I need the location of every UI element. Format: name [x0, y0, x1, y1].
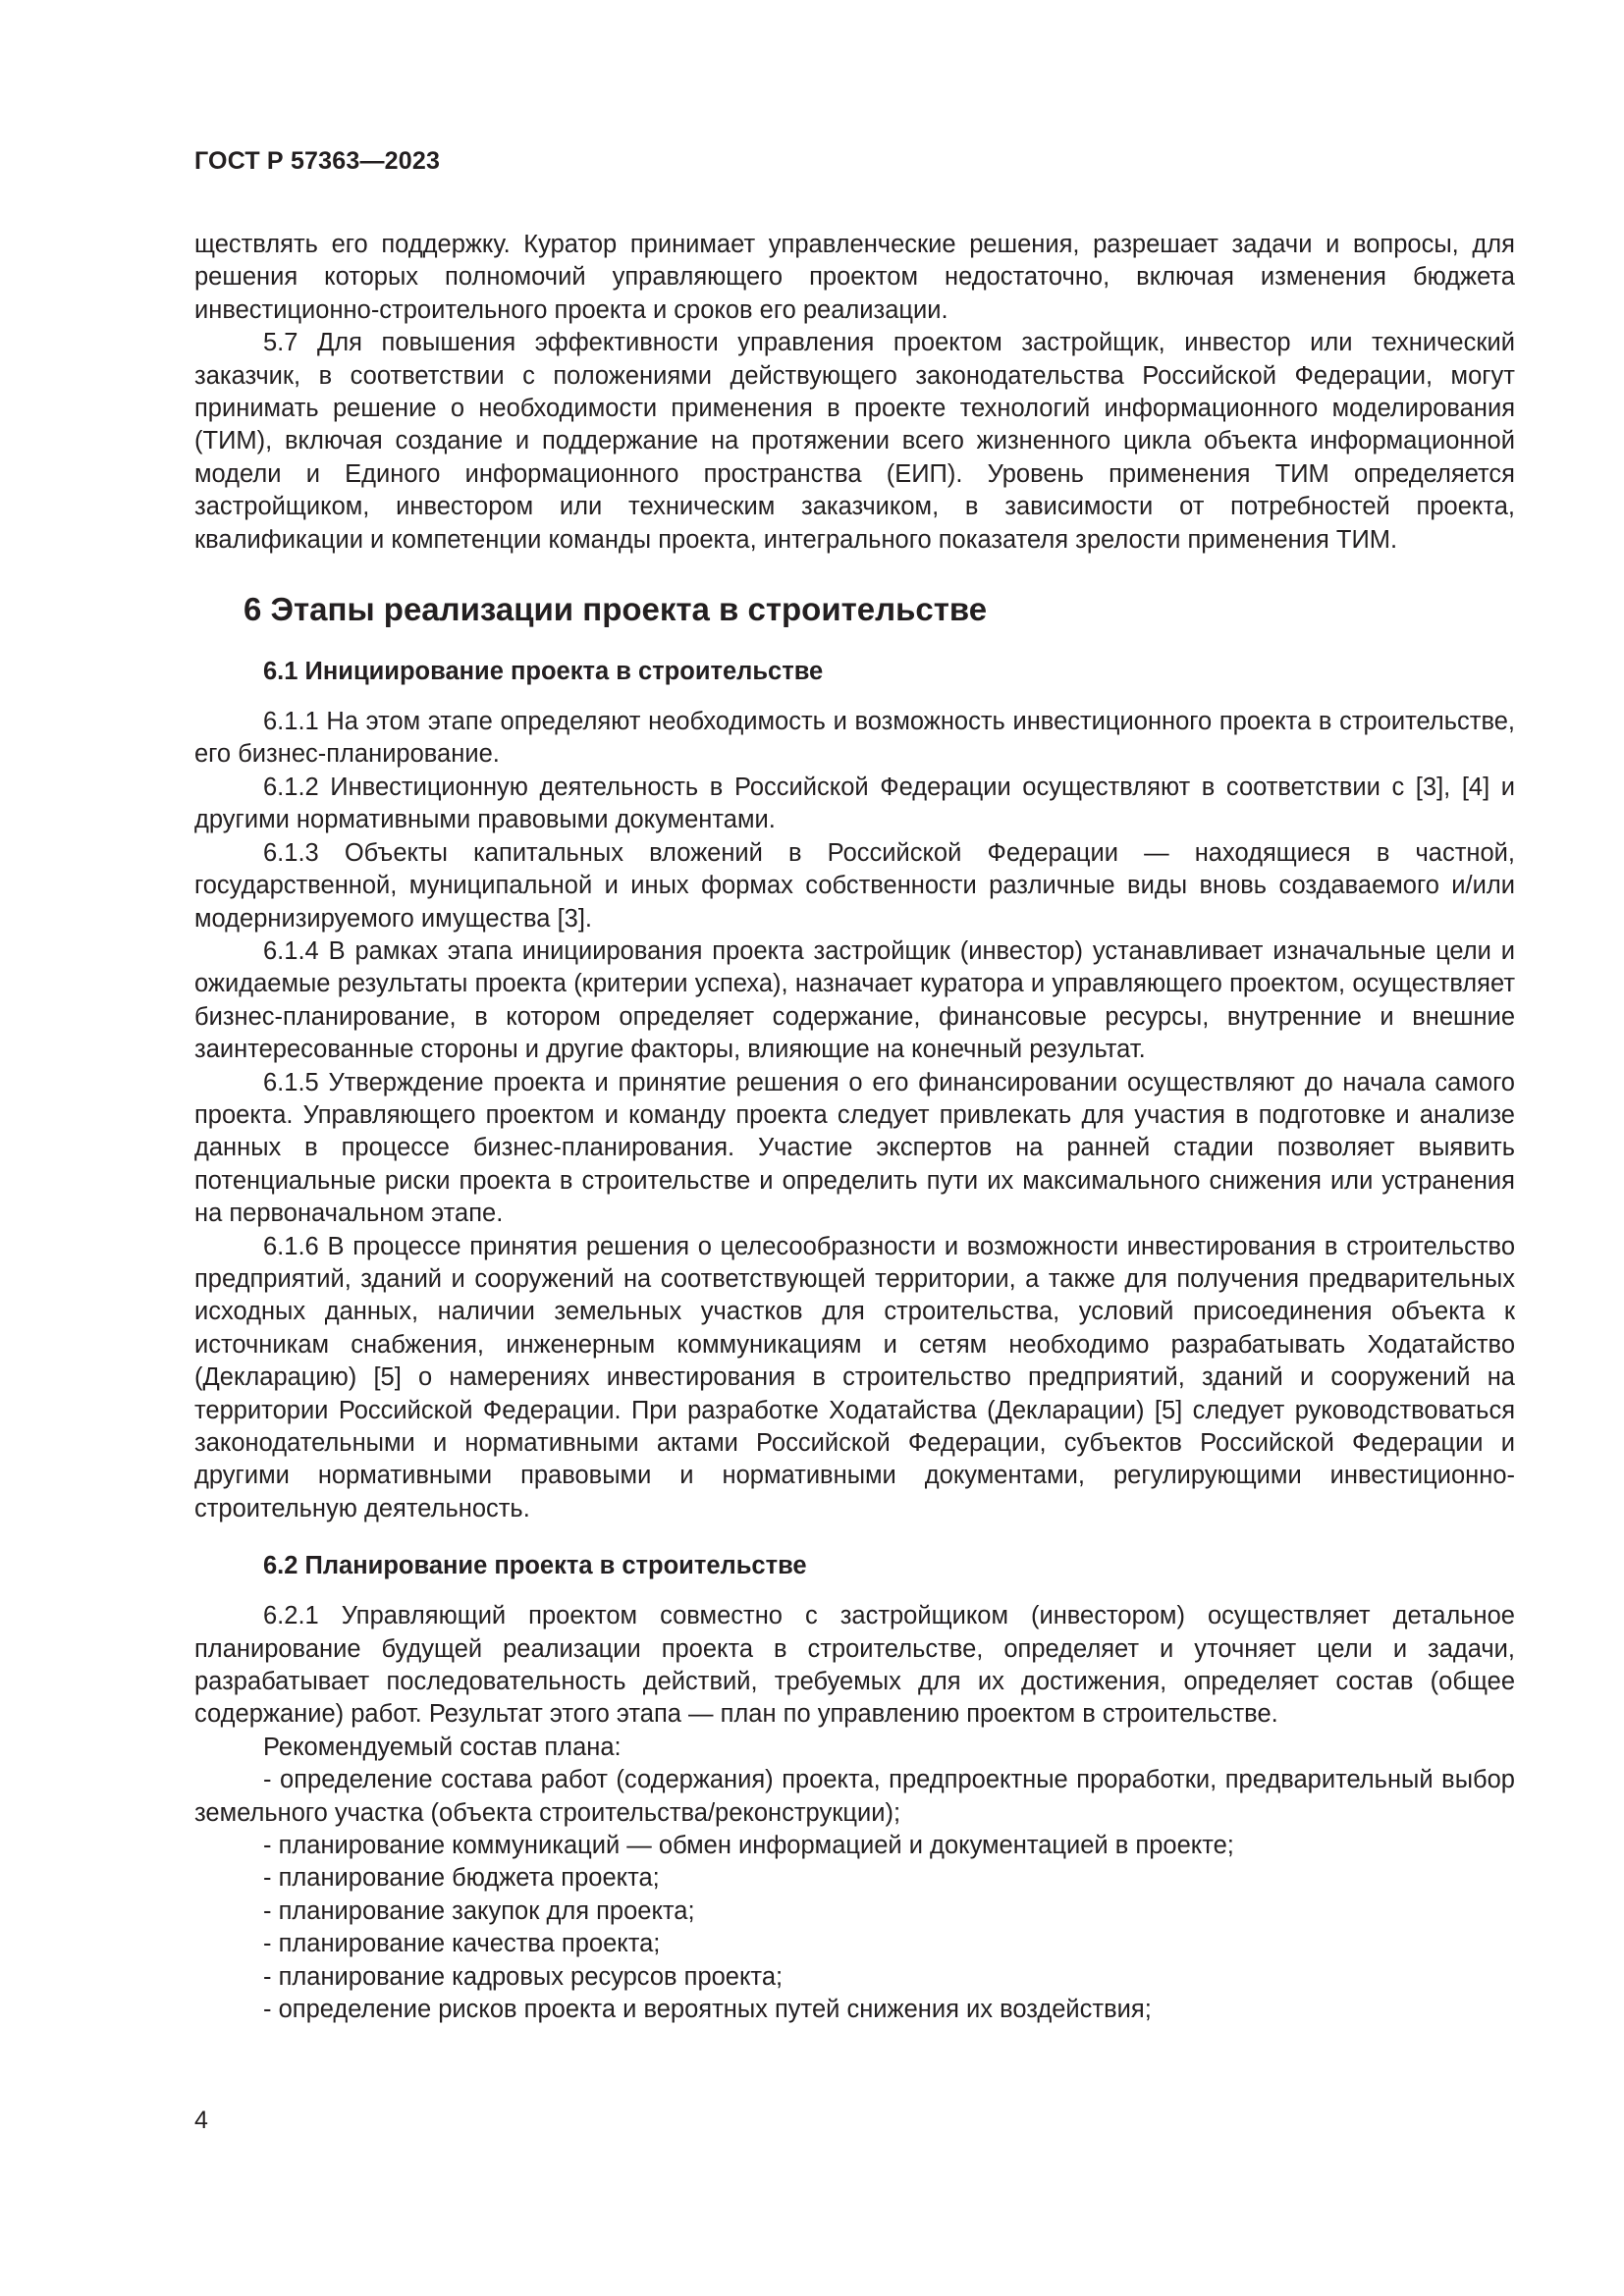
list-item: - определение состава работ (содержания) проекта, предпроектные проработки, предварительный выбор земельного участка (объекта строительства/реконструкции);: [194, 1766, 1515, 1827]
page-number: 4: [194, 2107, 208, 2134]
list-item: - планирование бюджета проекта;: [263, 1864, 660, 1893]
section-6-2-heading: 6.2 Планирование проекта в строительстве: [263, 1552, 807, 1580]
paragraph-5-7: 5.7 Для повышения эффективности управления проектом застройщик, инвестор или технический заказчик, в соответствии с положениями действующего законодательства Российской Федерации, могут принимать решение о необходимости применения в проекте технологий информационного моделирования (ТИМ), включая создание и поддержание на протяжении всего жизненного цикла объекта информационной модели и Единого информационного пространства (ЕИП). Уровень применения ТИМ определяется застройщиком, инвестором или техническим заказчиком, в зависимости от потребностей проекта, квалификации и компетенции команды проекта, интегрального показателя зрелости применения ТИМ.: [194, 329, 1515, 554]
section-6-heading: 6 Этапы реализации проекта в строительстве: [244, 591, 988, 628]
list-item: - определение рисков проекта и вероятных путей снижения их воздействия;: [263, 1996, 1152, 2024]
document-header: ГОСТ Р 57363—2023: [194, 147, 441, 175]
plan-list: [194, 1764, 1515, 2026]
paragraph-6-1-6: 6.1.6 В процессе принятия решения о целесообразности и возможности инвестирования в строительство предприятий, зданий и сооружений на соответствующей территории, а также для получения предварительных исходных данных, наличии земельных участков для строительства, условий присоединения объекта к источникам снабжения, инженерным коммуникациям и сетям необходимо разрабатывать Ходатайство (Декларацию) [5] о намерениях инвестирования в строительство предприятий, зданий и сооружений на территории Российской Федерации. При разработке Ходатайства (Декларации) [5] следует руководствоваться законодательными и нормативными актами Российской Федерации, субъектов Российской Федерации и другими нормативными правовыми и нормативными документами, регулирующими инвестиционно-строительную деятельность.: [194, 1232, 1515, 1522]
page-body: [194, 229, 1515, 2027]
paragraph-6-1-1: 6.1.1 На этом этапе определяют необходимость и возможность инвестиционного проекта в строительстве, его бизнес-планирование.: [194, 708, 1515, 769]
paragraph-6-1-4: 6.1.4 В рамках этапа инициирования проекта застройщик (инвестор) устанавливает изначальные цели и ожидаемые результаты проекта (критерии успеха), назначает куратора и управляющего проектом, осуществляет бизнес-планирование, в котором определяет содержание, финансовые ресурсы, внутренние и внешние заинтересованные стороны и другие факторы, влияющие на конечный результат.: [194, 936, 1515, 1064]
paragraph-6-1-3: 6.1.3 Объекты капитальных вложений в Российской Федерации — находящиеся в частной, государственной, муниципальной и иных формах собственности различные виды вновь создаваемого и/или модернизируемого имущества [3].: [194, 838, 1515, 933]
paragraph-6-2-1: 6.2.1 Управляющий проектом совместно с застройщиком (инвестором) осуществляет детальное планирование будущей реализации проекта в строительстве, определяет и уточняет цели и задачи, разрабатывает последовательность действий, требуемых для их достижения, определяет состав (общее содержание) работ. Результат этого этапа — план по управлению проектом в строительстве.: [194, 1602, 1515, 1729]
section-6-1-heading: 6.1 Инициирование проекта в строительстве: [263, 658, 824, 686]
paragraph-continuation: ществлять его поддержку. Куратор принимает управленческие решения, разрешает задачи и вопросы, для решения которых полномочий управляющего проектом недостаточно, включая изменения бюджета инвестиционно-строительного проекта и сроков его реализации.: [194, 231, 1515, 324]
paragraph-6-1-5: 6.1.5 Утверждение проекта и принятие решения о его финансировании осуществляют до начала самого проекта. Управляющего проектом и команду проекта следует привлекать для участия в подготовке и анализе данных в процессе бизнес-планирования. Участие экспертов на ранней стадии позволяет выявить потенциальные риски проекта в строительстве и определить пути их максимального снижения или устранения на первоначальном этапе.: [194, 1068, 1515, 1228]
list-item: - планирование кадровых ресурсов проекта;: [263, 1962, 784, 1991]
list-item: - планирование коммуникаций — обмен информацией и документацией в проекте;: [263, 1832, 1234, 1860]
list-item: - планирование качества проекта;: [263, 1930, 661, 1958]
plan-intro: Рекомендуемый состав плана:: [263, 1733, 622, 1761]
paragraph-6-1-2: 6.1.2 Инвестиционную деятельность в Российской Федерации осуществляют в соответствии с [3], [4] и другими нормативными правовыми документами.: [194, 773, 1515, 834]
list-item: - планирование закупок для проекта;: [263, 1896, 695, 1925]
